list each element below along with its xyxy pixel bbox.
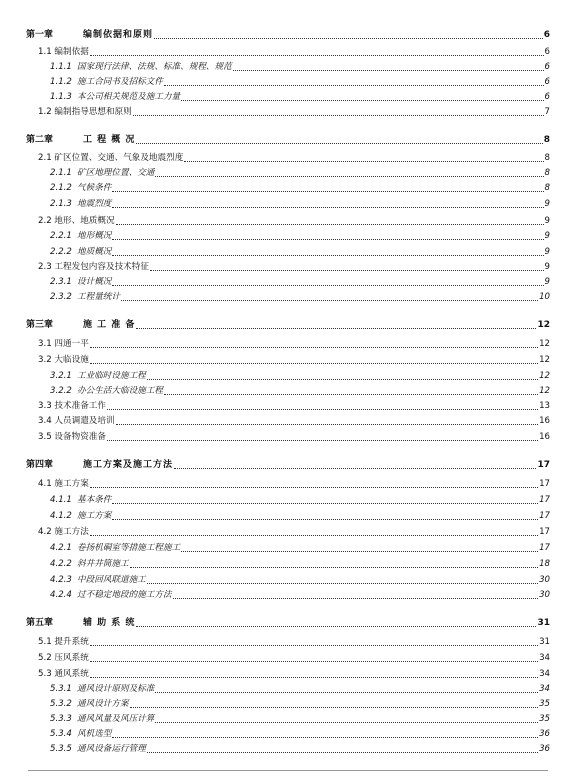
toc-section-entry[interactable]: [0, 397, 579, 412]
toc-page-number: 8: [544, 168, 550, 178]
toc-entry-label: 施工方案: [54, 479, 89, 489]
toc-entry-title: [50, 292, 120, 303]
toc-entry-label: 通风设计原则及标准: [77, 684, 155, 694]
toc-dot-leader: [130, 707, 538, 708]
toc-entry-title: [50, 92, 180, 103]
toc-entry-title: [50, 744, 146, 755]
toc-entry-label: 通风风量及风压计算: [77, 714, 155, 724]
toc-entry-number: 5.3.2: [50, 699, 72, 709]
toc-dot-leader: [112, 207, 543, 208]
toc-dot-leader: [90, 487, 538, 488]
toc-entry-number: 3.2: [38, 355, 52, 365]
toc-entry-title: [50, 729, 111, 740]
toc-entry-label: 气候条件: [77, 183, 112, 193]
toc-subsection-entry[interactable]: [0, 243, 579, 258]
toc-page-number: 17: [539, 543, 550, 553]
toc-dot-leader: [173, 598, 539, 599]
toc-dot-leader: [184, 161, 543, 162]
toc-entry-number: 1.1.3: [50, 92, 72, 102]
toc-section-entry[interactable]: [0, 633, 579, 648]
toc-dot-leader: [112, 255, 543, 256]
toc-subsection-entry[interactable]: [0, 586, 579, 601]
toc-dot-leader: [90, 535, 538, 536]
toc-entry-number: 1.1: [38, 47, 52, 57]
toc-dot-leader: [147, 583, 538, 584]
toc-entry-title: [50, 247, 111, 258]
toc-subsection-entry[interactable]: [0, 164, 579, 179]
toc-page-number: 34: [539, 653, 550, 663]
toc-entry-label: 通风设计方案: [77, 699, 129, 709]
toc-page-number: 12: [539, 355, 550, 365]
toc-entry-number: 3.3: [38, 401, 52, 411]
toc-entry-number: 2.2: [38, 216, 52, 226]
toc-subsection-entry[interactable]: [0, 288, 579, 303]
toc-entry-label: 编制依据和原则: [83, 30, 154, 40]
toc-subsection-entry[interactable]: [0, 539, 579, 554]
toc-entry-label: 风机选型: [77, 729, 112, 739]
toc-dot-leader: [90, 363, 538, 364]
toc-entry-label: 通风设备运行管理: [77, 744, 146, 754]
toc-entry-label: 人员调遣及培训: [54, 416, 115, 426]
toc-dot-leader: [181, 100, 543, 101]
toc-section-entry[interactable]: [0, 665, 579, 680]
toc-entry-number: 第二章: [26, 135, 54, 145]
toc-page-number: 6: [544, 62, 550, 72]
toc-entry-number: 5.2: [38, 653, 52, 663]
toc-page-number: 35: [539, 699, 550, 709]
toc-page-number: 9: [544, 216, 550, 226]
toc-subsection-entry[interactable]: [0, 58, 579, 73]
toc-subsection-entry[interactable]: [0, 73, 579, 88]
toc-entry-title: [50, 495, 111, 506]
toc-entry-title: [26, 618, 135, 629]
toc-page-number: 30: [539, 575, 550, 585]
toc-entry-label: 提升系统: [54, 637, 89, 647]
toc-entry-number: 2.1.1: [50, 168, 72, 178]
toc-dot-leader: [155, 176, 543, 177]
toc-entry-label: 卷扬机硐室等措施工程施工: [77, 543, 181, 553]
toc-page-number: 7: [544, 107, 550, 117]
toc-entry-number: 4.2.3: [50, 575, 72, 585]
toc-page-number: 6: [543, 30, 550, 40]
toc-entry-title: [50, 559, 129, 570]
toc-entry-title: [26, 30, 153, 41]
toc-subsection-entry[interactable]: [0, 88, 579, 103]
toc-dot-leader: [90, 347, 538, 348]
toc-dot-leader: [112, 503, 538, 504]
toc-entry-title: [38, 416, 115, 427]
toc-entry-label: 地形概况: [77, 231, 112, 241]
footer-divider: [28, 770, 548, 771]
toc-page-number: 9: [544, 231, 550, 241]
toc-dot-leader: [136, 143, 542, 144]
toc-page-number: 9: [544, 262, 550, 272]
toc-entry-title: [50, 168, 154, 179]
toc-entry-label: 施 工 准 备: [83, 320, 136, 330]
toc-entry-number: 第四章: [26, 460, 54, 470]
toc-subsection-entry[interactable]: [0, 710, 579, 725]
toc-entry-label: 矿区位置、交通、气象及地震烈度: [54, 153, 184, 163]
toc-page-number: 12: [539, 386, 550, 396]
toc-entry-title: [38, 401, 106, 412]
toc-section-entry[interactable]: [0, 149, 579, 164]
toc-entry-number: 5.3.4: [50, 729, 72, 739]
toc-entry-title: [50, 590, 172, 601]
toc-dot-leader: [164, 394, 538, 395]
toc-entry-title: [38, 47, 89, 58]
toc-entry-number: 3.2.2: [50, 386, 72, 396]
toc-entry-number: 2.3.1: [50, 277, 72, 287]
toc-entry-number: 4.1.2: [50, 511, 72, 521]
toc-dot-leader: [154, 38, 543, 39]
toc-entry-label: 施工方案及施工方法: [83, 460, 174, 470]
toc-entry-title: [50, 371, 146, 382]
toc-entry-label: 设计概况: [77, 277, 112, 287]
toc-page-number: 17: [539, 479, 550, 489]
toc-entry-label: 中段回风联道施工: [77, 575, 146, 585]
toc-entry-number: 1.1.2: [50, 77, 72, 87]
toc-page-number: 13: [539, 401, 550, 411]
toc-chapter-entry[interactable]: [0, 316, 579, 331]
toc-entry-number: 4.2: [38, 527, 52, 537]
toc-dot-leader: [233, 70, 544, 71]
toc-dot-leader: [112, 519, 538, 520]
toc-subsection-entry[interactable]: [0, 227, 579, 242]
toc-entry-label: 编制指导思想和原则: [54, 107, 132, 117]
toc-page-number: 12: [537, 320, 550, 330]
toc-entry-title: [50, 77, 163, 88]
toc-subsection-entry[interactable]: [0, 367, 579, 382]
toc-entry-title: [38, 669, 89, 680]
toc-dot-leader: [155, 722, 538, 723]
toc-entry-number: 5.3: [38, 669, 52, 679]
toc-entry-label: 矿区地理位置、交通: [77, 168, 155, 178]
toc-entry-number: 4.2.1: [50, 543, 72, 553]
toc-dot-leader: [174, 468, 536, 469]
toc-subsection-entry[interactable]: [0, 571, 579, 586]
toc-entry-label: 施工方法: [54, 527, 89, 537]
toc-page-number: 10: [539, 292, 550, 302]
toc-dot-leader: [130, 567, 538, 568]
toc-entry-number: 3.1: [38, 339, 52, 349]
toc-entry-number: 3.2.1: [50, 371, 72, 381]
toc-dot-leader: [112, 239, 543, 240]
toc-entry-number: 2.3.2: [50, 292, 72, 302]
toc-page-number: 30: [539, 590, 550, 600]
toc-dot-leader: [107, 409, 538, 410]
toc-entry-title: [26, 135, 135, 146]
toc-entry-label: 办公生活大临设施工程: [77, 386, 163, 396]
toc-dot-leader: [116, 224, 544, 225]
toc-entry-title: [38, 527, 89, 538]
toc-chapter-entry[interactable]: [0, 456, 579, 471]
toc-page-number: 6: [544, 47, 550, 57]
toc-subsection-entry[interactable]: [0, 179, 579, 194]
toc-entry-label: 技术准备工作: [54, 401, 106, 411]
toc-entry-number: 5.3.3: [50, 714, 72, 724]
toc-entry-title: [38, 216, 115, 227]
toc-entry-label: 施工合同书及招标文件: [77, 77, 163, 87]
toc-entry-title: [50, 511, 111, 522]
toc-dot-leader: [181, 551, 538, 552]
toc-entry-number: 5.3.1: [50, 684, 72, 694]
toc-entry-number: 2.1.3: [50, 199, 72, 209]
toc-entry-label: 编制依据: [54, 47, 89, 57]
toc-entry-title: [38, 339, 89, 350]
toc-entry-title: [26, 320, 135, 331]
toc-dot-leader: [155, 692, 538, 693]
toc-entry-number: 第三章: [26, 320, 54, 330]
toc-dot-leader: [90, 677, 538, 678]
toc-entry-label: 工业临时设施工程: [77, 371, 146, 381]
toc-page-number: 36: [539, 744, 550, 754]
toc-section-entry[interactable]: [0, 475, 579, 490]
toc-entry-label: 辅 助 系 统: [83, 618, 136, 628]
toc-section-entry[interactable]: [0, 428, 579, 443]
toc-page-number: 34: [539, 684, 550, 694]
toc-dot-leader: [116, 424, 538, 425]
toc-page-number: 16: [539, 432, 550, 442]
toc-entry-title: [50, 386, 163, 397]
toc-entry-title: [50, 543, 180, 554]
toc-entry-label: 地形、地质概况: [54, 216, 115, 226]
toc-dot-leader: [112, 737, 538, 738]
toc-entry-number: 1.1.1: [50, 62, 72, 72]
toc-section-entry[interactable]: [0, 649, 579, 664]
toc-entry-number: 第五章: [26, 618, 54, 628]
toc-section-entry[interactable]: [0, 212, 579, 227]
toc-page-number: 9: [544, 199, 550, 209]
toc-dot-leader: [136, 626, 536, 627]
toc-dot-leader: [133, 115, 544, 116]
toc-section-entry[interactable]: [0, 335, 579, 350]
toc-dot-leader: [121, 300, 538, 301]
toc-entry-label: 工 程 概 况: [83, 135, 136, 145]
toc-dot-leader: [112, 285, 543, 286]
toc-entry-number: 2.3: [38, 262, 52, 272]
toc-subsection-entry[interactable]: [0, 740, 579, 755]
toc-page-number: 8: [543, 135, 550, 145]
toc-entry-title: [50, 183, 111, 194]
toc-entry-number: 2.2.1: [50, 231, 72, 241]
toc-page-number: 6: [544, 92, 550, 102]
toc-entry-title: [38, 107, 132, 118]
toc-subsection-entry[interactable]: [0, 195, 579, 210]
toc-dot-leader: [147, 752, 538, 753]
toc-page-number: 34: [539, 669, 550, 679]
toc-subsection-entry[interactable]: [0, 555, 579, 570]
toc-entry-title: [50, 277, 111, 288]
toc-entry-title: [50, 199, 111, 210]
toc-dot-leader: [90, 55, 544, 56]
toc-entry-title: [50, 699, 129, 710]
toc-chapter-entry[interactable]: [0, 614, 579, 629]
toc-entry-number: 4.1.1: [50, 495, 72, 505]
toc-subsection-entry[interactable]: [0, 695, 579, 710]
toc-entry-label: 施工方案: [77, 511, 112, 521]
toc-dot-leader: [147, 379, 538, 380]
toc-entry-number: 4.2.2: [50, 559, 72, 569]
toc-page-number: 18: [539, 559, 550, 569]
toc-section-entry[interactable]: [0, 412, 579, 427]
toc-subsection-entry[interactable]: [0, 382, 579, 397]
toc-entry-label: 四通一平: [54, 339, 89, 349]
toc-entry-label: 基本条件: [77, 495, 112, 505]
toc-entry-label: 大临设施: [54, 355, 89, 365]
toc-section-entry[interactable]: [0, 258, 579, 273]
toc-entry-label: 过不稳定地段的施工方法: [77, 590, 172, 600]
toc-entry-title: [26, 460, 173, 471]
toc-page-number: 12: [539, 371, 550, 381]
toc-dot-leader: [112, 191, 543, 192]
toc-subsection-entry[interactable]: [0, 725, 579, 740]
toc-entry-number: 4.1: [38, 479, 52, 489]
toc-entry-title: [38, 355, 89, 366]
toc-entry-number: 2.1.2: [50, 183, 72, 193]
toc-entry-label: 工程量统计: [77, 292, 120, 302]
toc-entry-title: [50, 714, 154, 725]
toc-entry-number: 4.2.4: [50, 590, 72, 600]
toc-entry-label: 通风系统: [54, 669, 89, 679]
toc-entry-number: 3.5: [38, 432, 52, 442]
toc-section-entry[interactable]: [0, 103, 579, 118]
toc-subsection-entry[interactable]: [0, 680, 579, 695]
toc-page-number: 17: [539, 511, 550, 521]
toc-dot-leader: [90, 661, 538, 662]
toc-chapter-entry[interactable]: [0, 26, 579, 41]
toc-page-number: 9: [544, 247, 550, 257]
toc-entry-number: 3.4: [38, 416, 52, 426]
toc-entry-label: 本公司相关规范及施工力量: [77, 92, 181, 102]
toc-page-number: 31: [537, 618, 550, 628]
toc-entry-title: [50, 684, 154, 695]
toc-dot-leader: [107, 440, 538, 441]
toc-subsection-entry[interactable]: [0, 507, 579, 522]
toc-entry-label: 国家现行法律、法规、标准、规程、规范: [77, 62, 232, 72]
toc-chapter-entry[interactable]: [0, 131, 579, 146]
toc-entry-title: [38, 479, 89, 490]
toc-page-number: 16: [539, 416, 550, 426]
toc-entry-number: 第一章: [26, 30, 54, 40]
toc-entry-title: [38, 653, 89, 664]
toc-dot-leader: [90, 645, 538, 646]
toc-dot-leader: [136, 328, 536, 329]
toc-entry-title: [50, 231, 111, 242]
toc-page-number: 36: [539, 729, 550, 739]
toc-entry-title: [38, 637, 89, 648]
toc-entry-number: 2.1: [38, 153, 52, 163]
toc-page-number: 17: [539, 527, 550, 537]
toc-page-number: 17: [539, 495, 550, 505]
toc-section-entry[interactable]: [0, 523, 579, 538]
toc-page-number: 8: [544, 183, 550, 193]
toc-entry-title: [38, 432, 106, 443]
toc-entry-number: 1.2: [38, 107, 52, 117]
toc-page-number: 35: [539, 714, 550, 724]
toc-entry-number: 2.2.2: [50, 247, 72, 257]
toc-page-number: 8: [544, 153, 550, 163]
toc-dot-leader: [164, 85, 544, 86]
toc-entry-title: [50, 62, 232, 73]
toc-page-number: 12: [539, 339, 550, 349]
toc-dot-leader: [150, 270, 544, 271]
toc-subsection-entry[interactable]: [0, 491, 579, 506]
toc-subsection-entry[interactable]: [0, 273, 579, 288]
toc-page-number: 17: [537, 460, 550, 470]
toc-entry-number: 5.3.5: [50, 744, 72, 754]
toc-entry-label: 地震烈度: [77, 199, 112, 209]
toc-entry-label: 设备物资准备: [54, 432, 106, 442]
toc-entry-label: 斜井井筒施工: [77, 559, 129, 569]
toc-section-entry[interactable]: [0, 43, 579, 58]
toc-entry-label: 地质概况: [77, 247, 112, 257]
toc-entry-label: 压风系统: [54, 653, 89, 663]
toc-page-number: 9: [544, 277, 550, 287]
toc-entry-number: 5.1: [38, 637, 52, 647]
toc-entry-title: [38, 262, 149, 273]
toc-page-number: 6: [544, 77, 550, 87]
toc-entry-label: 工程发包内容及技术特征: [54, 262, 149, 272]
toc-entry-title: [50, 575, 146, 586]
toc-entry-title: [38, 153, 183, 164]
toc-page-number: 31: [539, 637, 550, 647]
toc-section-entry[interactable]: [0, 351, 579, 366]
